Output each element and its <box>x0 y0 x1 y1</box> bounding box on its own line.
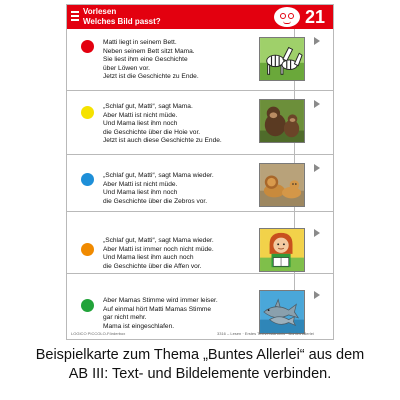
story-row-5 <box>67 273 333 330</box>
story-text-2: „Schlaf gut, Matti“, sagt Mama. Aber Matti ist nicht müde. Und Mama liest ihm noch die Geschichte über die Hoie vor. Jetzt ist auch diese Geschichte zu Ende. <box>103 103 222 145</box>
story-row-2 <box>67 90 333 154</box>
arrow-right-icon <box>314 229 320 237</box>
story-text-3: „Schlaf gut, Matti“, sagt Mama wieder. Aber Matti ist nicht müde. Und Mama liest ihm noch die Geschichte über die Zebros vor. <box>103 172 214 205</box>
story-row-3 <box>67 154 333 211</box>
lions-picture[interactable] <box>259 163 305 207</box>
caption <box>0 346 400 384</box>
header-title: Vorlesen <box>83 7 117 16</box>
orange-dot-icon[interactable] <box>81 243 94 256</box>
card-header <box>67 5 333 29</box>
story-row-4 <box>67 211 333 273</box>
caption-line-2: AB III: Text- und Bildelemente verbinden. <box>68 366 332 382</box>
arrow-right-icon <box>314 37 320 45</box>
card-number: 21 <box>305 7 326 27</box>
header-subtitle: Welches Bild passt? <box>83 17 161 26</box>
blue-dot-icon[interactable] <box>81 173 94 186</box>
yellow-dot-icon[interactable] <box>81 106 94 119</box>
arrow-right-icon <box>314 291 320 299</box>
arrow-right-icon <box>314 100 320 108</box>
green-dot-icon[interactable] <box>81 299 94 312</box>
red-dot-icon[interactable] <box>81 40 94 53</box>
zebras-picture[interactable] <box>259 37 305 81</box>
menu-icon <box>71 11 79 23</box>
sharks-picture[interactable] <box>259 290 305 334</box>
arrow-right-icon <box>314 164 320 172</box>
story-text-5: Aber Mamas Stimme wird immer leiser. Auf einmal hört Matti Mamas Stimme gar nicht mehr. Mama ist eingeschlafen. <box>103 297 218 330</box>
exercise-card <box>66 4 334 340</box>
caption-line-1: Beispielkarte zum Thema „Buntes Allerlei“ aus dem <box>35 347 365 363</box>
apes-picture[interactable] <box>259 99 305 143</box>
story-text-1: Matti liegt in seinem Bett. Neben seinem Bett sitzt Mama. Sie liest ihm eine Geschichte über Löwen vor. Jetzt ist die Geschichte zu Ende. <box>103 39 199 81</box>
child-reading-picture[interactable] <box>259 228 305 272</box>
story-text-4: „Schlaf gut, Matti“, sagt Mama wieder. Aber Matti ist immer noch nicht müde. Und Mama liest ihm auch noch die Geschichte über die Affen vor. <box>103 237 214 270</box>
footer-left: LOGICO PICCOLO-Förderbox <box>71 331 126 336</box>
story-row-1 <box>67 29 333 90</box>
footer-right: 3316 – Lesen · Erstes Textverständnis · Buntes Allerlei <box>217 331 314 336</box>
mascot-logo-icon <box>274 7 300 27</box>
